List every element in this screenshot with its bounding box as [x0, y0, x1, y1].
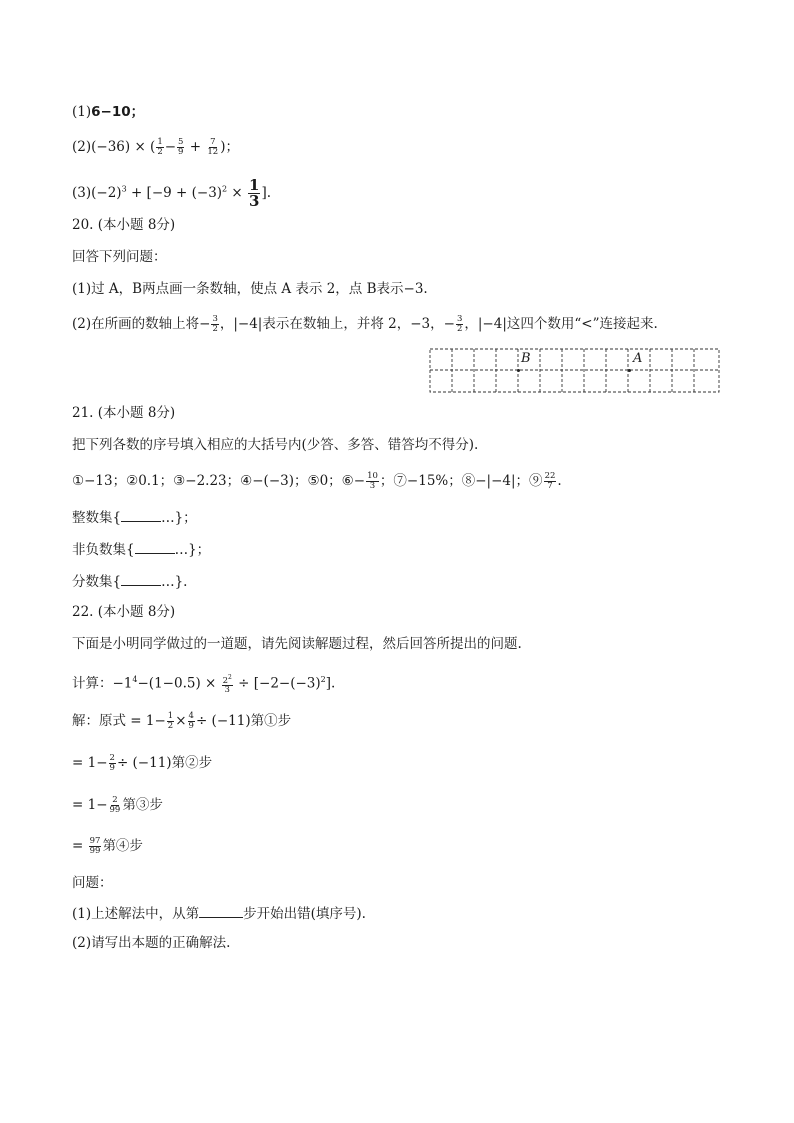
point-a-label: A	[633, 351, 643, 366]
q22-intro: 下面是小明同学做过的一道题，请先阅读解题过程，然后回答所提出的问题.	[72, 636, 522, 652]
q19-part2: (2)(−36) × ( $\frac{1}{2}$ − $\frac{5}{9}$ + $\frac{7}{12}$ )；	[72, 137, 239, 157]
fraction: $\frac{1}{2}$	[167, 711, 174, 731]
fraction: $\frac{3}{2}$	[456, 314, 463, 334]
part-label: (2)	[72, 139, 92, 155]
q22-title: 22. (本小题 8分)	[72, 604, 176, 620]
answer-blank[interactable]	[121, 508, 161, 522]
q21-title: 21. (本小题 8分)	[72, 405, 176, 421]
part-label: (3)	[72, 185, 92, 201]
fraction: $\frac{3}{2}$	[212, 314, 218, 334]
q20-part2: (2)在所画的数轴上将− $\frac{3}{2}$ ，|−4|表示在数轴上，并将 2，−3，− $\frac{3}{2}$ ，|−4|这四个数用“<”连接起来.	[72, 314, 658, 334]
integer-set: 整数集{ …}；	[72, 510, 197, 526]
solution-step3: = 1− $\frac{2}{99}$ 第③步	[72, 795, 163, 815]
solution-step1: 解：原式 = 1− $\frac{1}{2}$ × $\frac{4}{9}$ ÷ (−11)第①步	[72, 711, 292, 731]
q20-intro: 回答下列问题：	[72, 249, 167, 265]
q21-intro: 把下列各数的序号填入相应的大括号内(少答、多答、错答均不得分).	[72, 437, 479, 453]
grid-svg	[429, 348, 721, 394]
fraction: $\frac{7}{12}$	[207, 137, 219, 157]
q19-part3: $(3)(-2)^3 + [-9 + (-3)^2$ × $\frac{1}{3}$ ].	[72, 176, 272, 210]
fraction: $\frac{5}{9}$	[178, 137, 184, 157]
fraction: $\frac{1}{3}$	[249, 176, 260, 210]
fraction: $\frac{10}{3}$	[367, 471, 378, 491]
expression: (−2)	[91, 185, 122, 201]
fraction: $\frac{2^2}{3}$	[222, 673, 232, 696]
solution-step4: = $\frac{97}{99}$ 第④步	[72, 836, 143, 856]
fraction: $\frac{22}{7}$	[544, 471, 556, 491]
fraction: $\frac{97}{99}$	[89, 836, 101, 856]
expression: 6−10；	[91, 104, 145, 120]
nonnegative-set: 非负数集{ …}；	[72, 542, 211, 558]
point-b-label: B	[521, 351, 531, 366]
dotted-grid	[429, 348, 721, 398]
solution-step2: = 1− $\frac{2}{9}$ ÷ (−11)第②步	[72, 753, 213, 773]
fraction: $\frac{1}{2}$	[157, 137, 163, 157]
q20-part1: (1)过 A，B两点画一条数轴，使点 A 表示 2，点 B表示−3.	[72, 281, 428, 297]
expression: (−36) × (	[91, 139, 156, 155]
fraction: $\frac{2}{9}$	[109, 753, 115, 773]
part-label: (1)	[72, 104, 92, 120]
q21-items: ①−13；②0.1；③−2.23；④−(−3)；⑤0；⑥− $\frac{10}{3}$ ；⑦−15%；⑧−|−4|；⑨ $\frac{22}{7}$ .	[72, 471, 562, 491]
q19-part1	[72, 103, 144, 121]
answer-blank[interactable]	[135, 540, 175, 554]
fraction-set: 分数集{ …}.	[72, 574, 188, 590]
point-a	[628, 369, 631, 372]
q20-title: 20. (本小题 8分)	[72, 217, 176, 233]
question-2: (2)请写出本题的正确解法.	[72, 935, 231, 951]
question-1: (1)上述解法中，从第 步开始出错(填序号).	[72, 906, 366, 922]
answer-blank[interactable]	[121, 572, 161, 586]
question-heading: 问题：	[72, 875, 113, 891]
fraction: $\frac{2}{99}$	[109, 795, 121, 815]
point-b	[517, 369, 520, 372]
answer-blank[interactable]	[199, 904, 243, 918]
q22-calc: 计算：$-1^4-(1-0.5)$ × $\frac{2^2}{3}$ ÷ $[-2-(-3)^2]$.	[72, 673, 336, 696]
fraction: $\frac{4}{9}$	[188, 711, 194, 731]
